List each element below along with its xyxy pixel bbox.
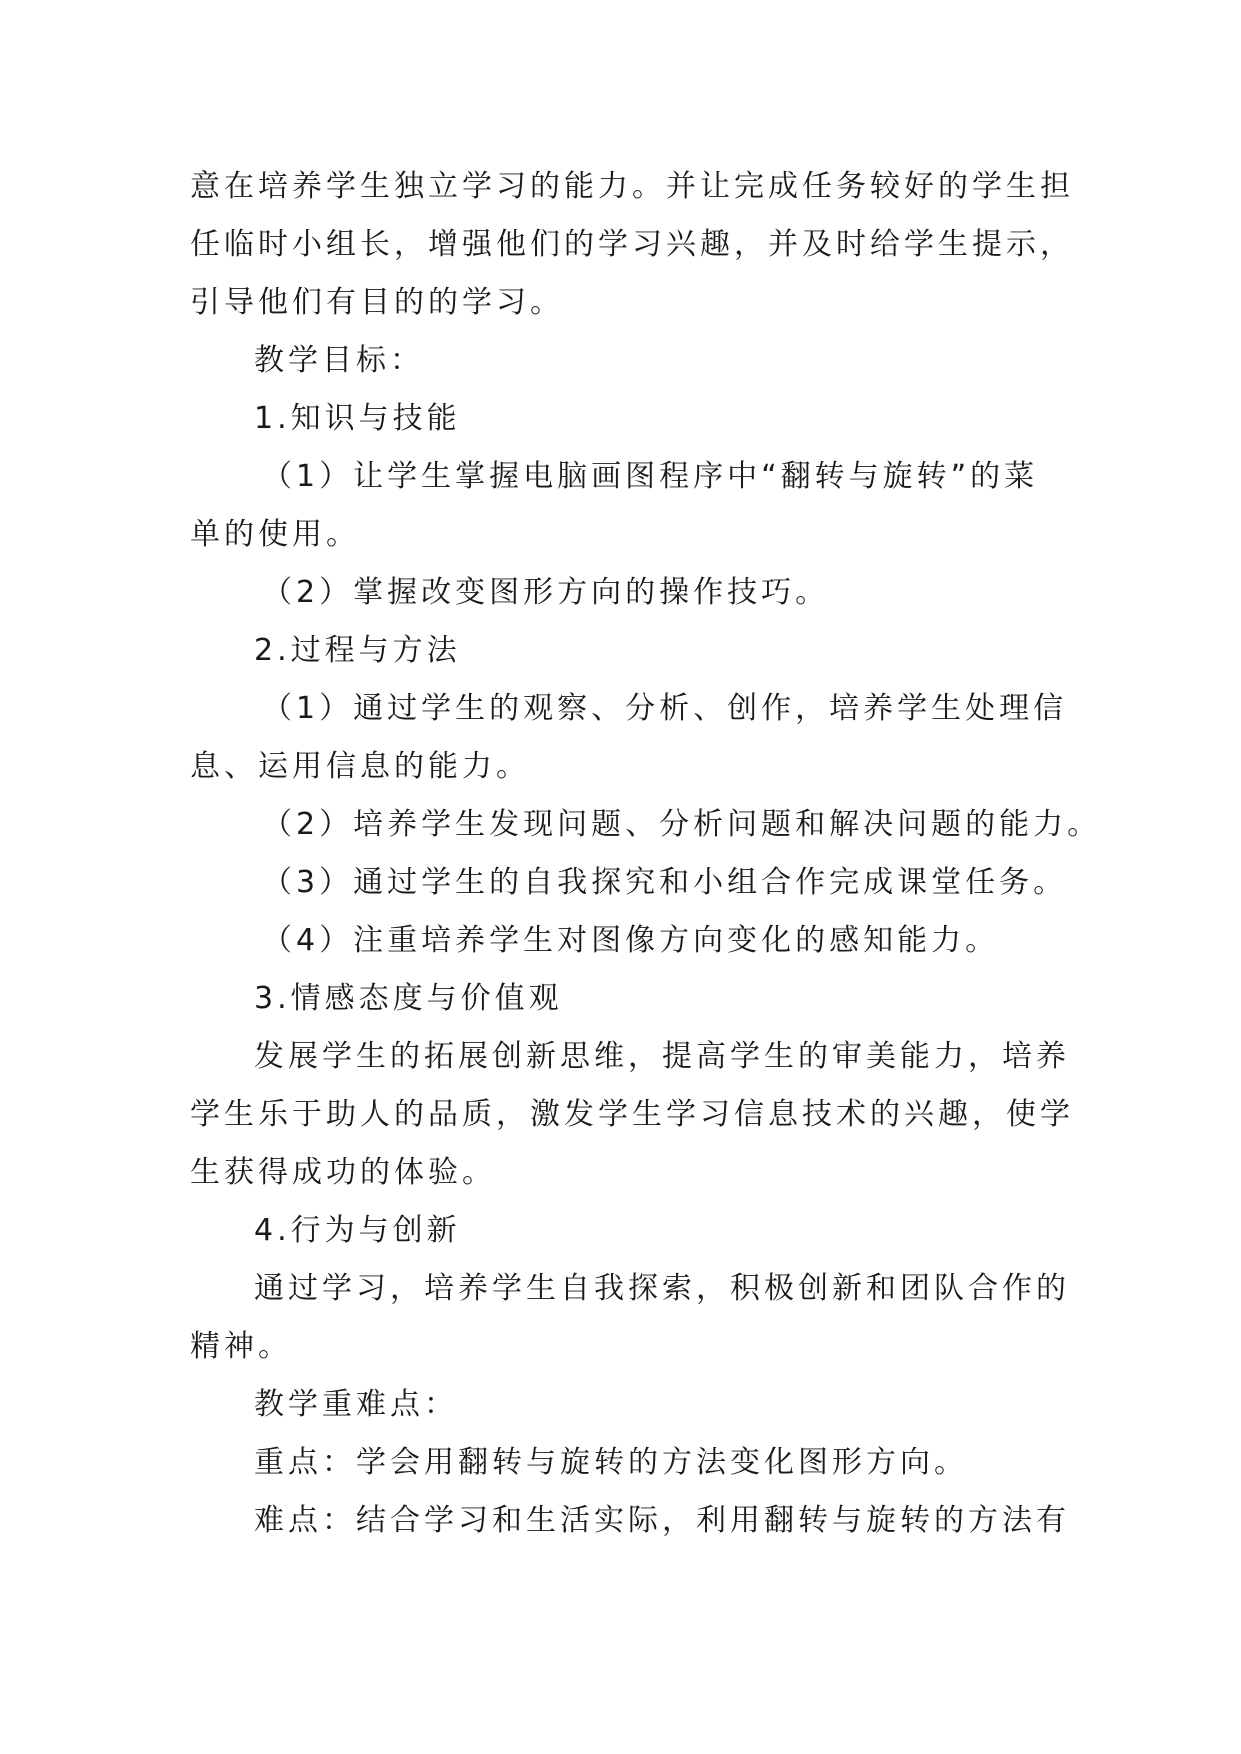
text-line: 通过学习，培养学生自我探索，积极创新和团队合作的 (254, 1271, 1070, 1306)
text-line: （1）让学生掌握电脑画图程序中“翻转与旋转”的菜 (262, 459, 1039, 494)
text-line: （2）掌握改变图形方向的操作技巧。 (262, 575, 830, 610)
text-line: （4）注重培养学生对图像方向变化的感知能力。 (262, 923, 1000, 958)
text-line: 精神。 (190, 1329, 292, 1364)
text-line: 任临时小组长，增强他们的学习兴趣，并及时给学生提示， (190, 227, 1074, 262)
text-line: （2）培养学生发现问题、分析问题和解决问题的能力。 (262, 807, 1102, 842)
text-line: 引导他们有目的的学习。 (190, 285, 564, 320)
section-heading: 教学重难点： (254, 1387, 458, 1422)
text-line: 意在培养学生独立学习的能力。并让完成任务较好的学生担 (190, 169, 1074, 204)
text-line: 难点：结合学习和生活实际，利用翻转与旋转的方法有 (254, 1503, 1070, 1538)
text-line: （1）通过学生的观察、分析、创作，培养学生处理信 (262, 691, 1068, 726)
text-line: 重点：学会用翻转与旋转的方法变化图形方向。 (254, 1445, 968, 1480)
text-line: 单的使用。 (190, 517, 360, 552)
text-line: 息、运用信息的能力。 (190, 749, 530, 784)
subsection-heading: 2.过程与方法 (254, 633, 461, 668)
subsection-heading: 3.情感态度与价值观 (254, 981, 563, 1016)
text-line: 发展学生的拓展创新思维，提高学生的审美能力，培养 (254, 1039, 1070, 1074)
text-line: 学生乐于助人的品质，激发学生学习信息技术的兴趣，使学 (190, 1097, 1074, 1132)
text-line: （3）通过学生的自我探究和小组合作完成课堂任务。 (262, 865, 1068, 900)
text-line: 生获得成功的体验。 (190, 1155, 496, 1190)
subsection-heading: 1.知识与技能 (254, 401, 461, 436)
subsection-heading: 4.行为与创新 (254, 1213, 461, 1248)
section-heading: 教学目标： (254, 343, 424, 378)
